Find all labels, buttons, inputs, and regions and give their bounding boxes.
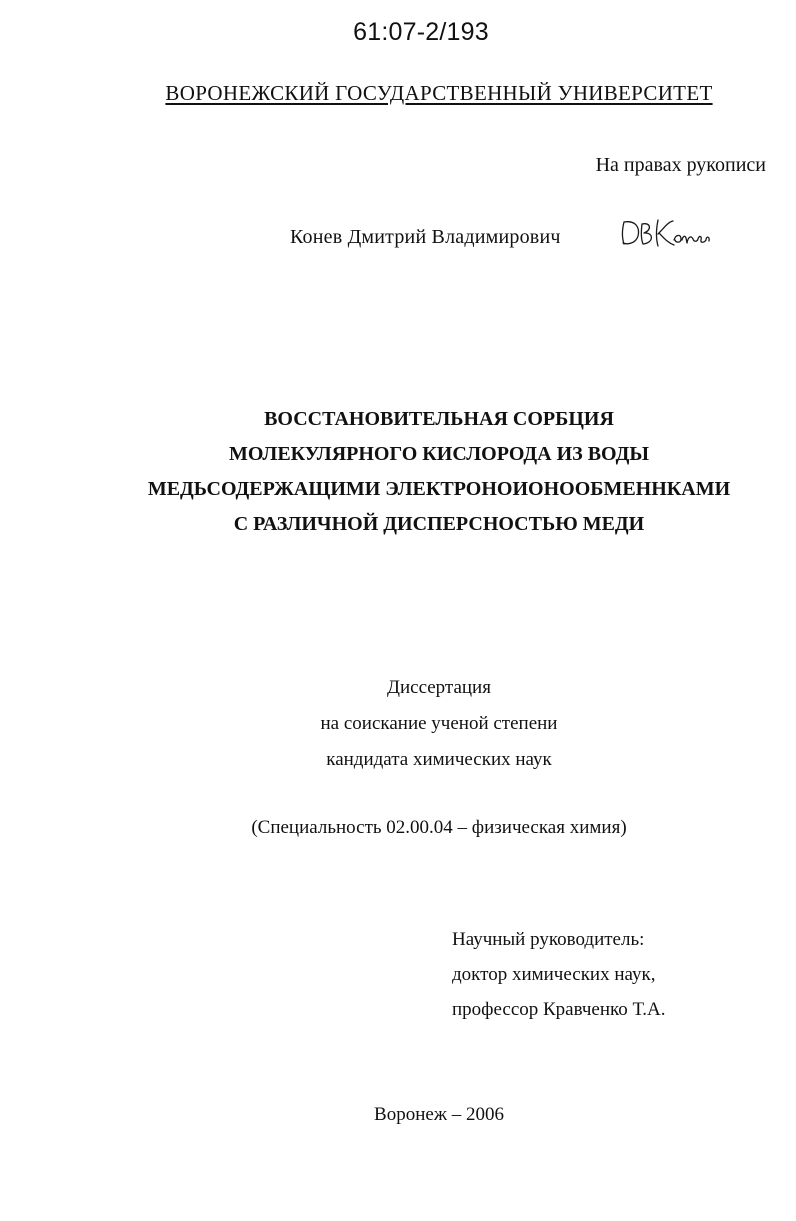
university-name: ВОРОНЕЖСКИЙ ГОСУДАРСТВЕННЫЙ УНИВЕРСИТЕТ: [165, 81, 713, 105]
thesis-line: кандидата химических наук: [326, 749, 552, 770]
title-line: С РАЗЛИЧНОЙ ДИСПЕРСНОСТЬЮ МЕДИ: [233, 513, 645, 535]
thesis-line: Диссертация: [387, 677, 491, 698]
city-year: Воронеж – 2006: [374, 1104, 504, 1125]
dissertation-title: [0, 402, 796, 542]
advisor-line: доктор химических наук,: [452, 964, 656, 985]
manuscript-rights-note: На правах рукописи: [595, 154, 766, 176]
title-line: ВОССТАНОВИТЕЛЬНАЯ СОРБЦИЯ: [264, 408, 614, 430]
title-line: МЕДЬСОДЕРЖАЩИМИ ЭЛЕКТРОНОИОНООБМЕННКАМИ: [147, 478, 731, 500]
advisor-line: профессор Кравченко Т.А.: [452, 999, 666, 1020]
scientific-advisor: [452, 922, 665, 1027]
author-name: Конев Дмитрий Владимирович: [290, 226, 561, 248]
title-line: МОЛЕКУЛЯРНОГО КИСЛОРОДА ИЗ ВОДЫ: [228, 443, 650, 465]
advisor-line: Научный руководитель:: [452, 929, 645, 950]
specialty: (Специальность 02.00.04 – физическая химия): [251, 817, 627, 838]
thesis-line: на соискание ученой степени: [320, 713, 558, 734]
thesis-description: [0, 670, 796, 778]
author-signature: [618, 212, 713, 252]
catalog-number: 61:07-2/193: [353, 18, 489, 46]
